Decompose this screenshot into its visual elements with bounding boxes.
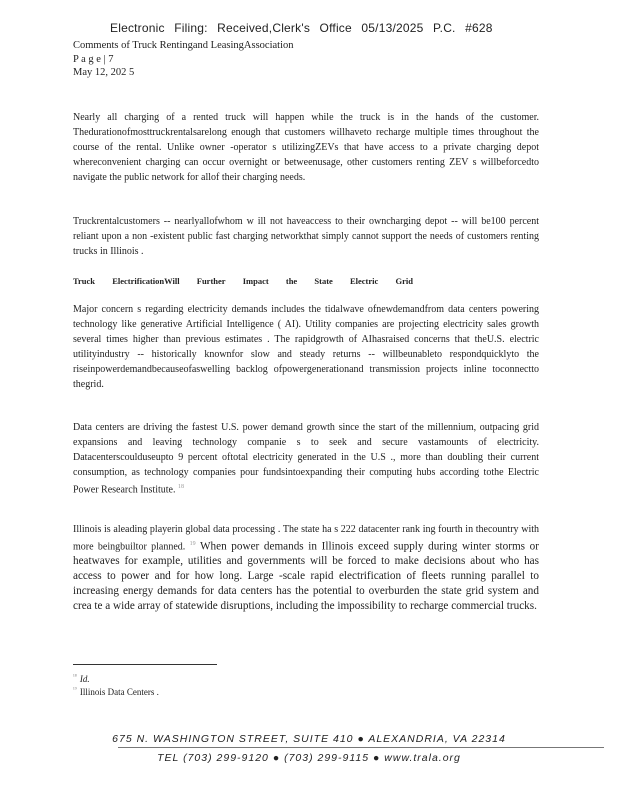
paragraph-illinois <box>73 522 539 614</box>
header-page-number: P a g e | 7 <box>73 54 114 65</box>
footnote-18 <box>73 671 90 685</box>
paragraph-data-center-growth <box>73 420 539 497</box>
filing-stamp: Electronic Filing: Received,Clerk's Office 05/13/2025 P.C. #628 <box>110 21 493 35</box>
footnote-ref-18: 18 <box>177 484 184 490</box>
heading-word: Grid <box>395 276 413 286</box>
heading-word: ElectrificationWill <box>112 276 180 286</box>
paragraph-text: Illinois is aleading playerin global data processing . The state ha s 222 datacenter rank ing fourth in thecountry with more beingbuiltor planned. <box>73 524 539 553</box>
footer-contact: TEL (703) 299-9120 ● (703) 299-9115 ● www.trala.org <box>157 752 461 764</box>
footnote-text: Id. <box>79 674 90 684</box>
header-title: Comments of Truck Rentingand LeasingAssociation <box>73 40 294 51</box>
paragraph-charging: Nearly all charging of a rented truck will happen while the truck is in the hands of the customer. Thedurationofmosttruckrentalsarelong enough that customers willhaveto recharge multiple times throughout the course of the rental. Unlike owner -operator s utilizingZEVs that have access to a private charging depot whereconvenient charging can occur overnight or betweenusage, other customers renting ZEV s willbeforcedto navigate the public network for allof their charging needs. <box>73 112 539 183</box>
footnote-mark: ¹⁹ <box>73 687 77 693</box>
paragraph-text: Data centers are driving the fastest U.S. power demand growth since the start of the millennium, outpacing grid expansions and leaving technology companie s to seek and secure vastamounts of electricity. Datacenterscoulduseupto 9 percent oftotal electricity generated in the U.S ., more than doubling their current consumption, as technology companies pour fundsintoexpanding their computing hubs according tothe Electric Power Research Institute. <box>73 422 539 496</box>
heading-word: Truck <box>73 276 96 286</box>
heading-word: State <box>314 276 333 286</box>
heading-word: Impact <box>242 276 269 286</box>
section-heading <box>73 276 413 286</box>
heading-word: the <box>285 276 298 286</box>
footnote-19 <box>73 684 159 698</box>
footnote-ref-19: 19 <box>189 541 196 547</box>
paragraph-data-center-concerns: Major concern s regarding electricity demands includes the tidalwave ofnewdemandfrom data centers powering technology like generative Artificial Intelligence ( AI). Utility companies are projecting electricity sales growth several times higher than previous estimates . The rapidgrowth of AIhasraised concerns that theU.S. electric utilityindustry -- historically knownfor slow and steady returns -- willbeunableto respondquicklyto the riseinpowerdemandbecauseofaswelling backlog ofpowergenerationand transmission projects inline toconnectto thegrid. <box>73 304 539 390</box>
heading-word: Electric <box>349 276 379 286</box>
paragraph-rental-customers: Truckrentalcustomers -- nearlyallofwhom w ill not haveaccess to their owncharging depot -- will be100 percent reliant upon a non -existent public fast charging networkthat simply cannot support the needs of customers renting trucks in Illinois . <box>73 216 539 257</box>
footnote-mark: ¹⁸ <box>73 674 77 680</box>
footer-address: 675 N. WASHINGTON STREET, SUITE 410 ● ALEXANDRIA, VA 22314 <box>112 733 506 745</box>
heading-word: Further <box>196 276 226 286</box>
footnote-text: Illinois Data Centers . <box>79 687 159 697</box>
footnote-divider <box>73 664 217 665</box>
paragraph-text-large: When power demands in Illinois exceed supply during winter storms or heatwaves for example, utilities and governments will be forced to make decisions about who has access to power and for how long. Large -scale rapid electrification of fleets running parallel to increasing energy demands for data centers has the potential to overburden the state grid system and crea te a wide array of statewide disruptions, including the impossibility to recharge commercial trucks. <box>73 540 539 613</box>
footer-divider <box>118 747 604 748</box>
header-date: May 12, 202 5 <box>73 67 135 78</box>
